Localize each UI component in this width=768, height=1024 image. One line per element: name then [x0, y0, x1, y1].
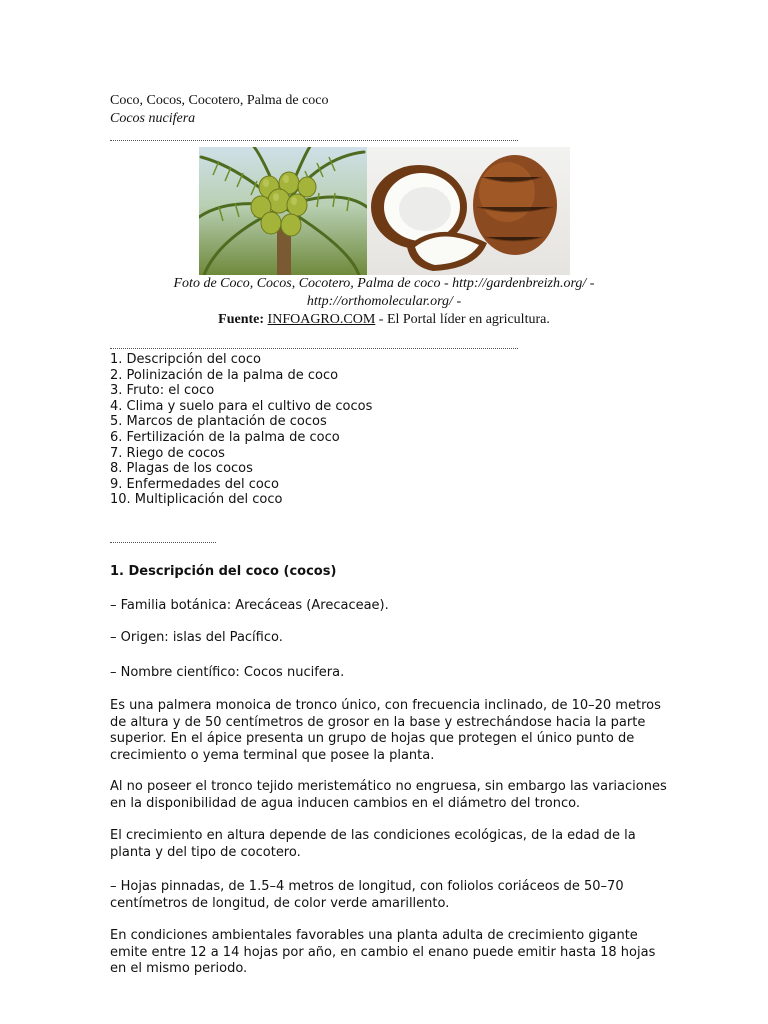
photo-caption: [110, 275, 658, 329]
toc-item[interactable]: 3. Fruto: el coco: [110, 383, 215, 399]
dotted-divider: [110, 542, 216, 544]
title-common-names: Coco, Cocos, Cocotero, Palma de coco: [110, 93, 329, 108]
title-scientific-name: Cocos nucifera: [110, 111, 196, 126]
toc-item[interactable]: 1. Descripción del coco: [110, 352, 261, 367]
toc-item[interactable]: 5. Marcos de plantación de cocos: [110, 414, 327, 430]
split-coconut-photo: [367, 147, 570, 275]
document-title: [110, 92, 329, 128]
caption-line-1: Foto de Coco, Cocos, Cocotero, Palma de coco - http://gardenbreizh.org/ -: [173, 276, 595, 291]
table-of-contents: [110, 352, 372, 508]
toc-item[interactable]: 4. Clima y suelo para el cultivo de cocos: [110, 398, 373, 414]
paragraph: Al no poseer el tronco tejido meristemático no engruesa, sin embargo las variaciones en la disponibilidad de agua inducen cambios en el diámetro del tronco.: [110, 779, 667, 811]
paragraph: – Nombre científico: Cocos nucifera.: [110, 665, 345, 680]
paragraph: – Familia botánica: Arecáceas (Arecaceae).: [110, 598, 389, 613]
source-link[interactable]: INFOAGRO.COM: [267, 312, 376, 327]
dotted-divider: [110, 140, 518, 142]
toc-item[interactable]: 10. Multiplicación del coco: [110, 492, 283, 508]
toc-item[interactable]: 6. Fertilización de la palma de coco: [110, 429, 340, 445]
dotted-divider: [110, 348, 518, 350]
source-label: Fuente:: [218, 312, 265, 327]
toc-item[interactable]: 7. Riego de cocos: [110, 445, 225, 461]
toc-item[interactable]: 2. Polinización de la palma de coco: [110, 367, 339, 383]
paragraph: – Hojas pinnadas, de 1.5–4 metros de longitud, con foliolos coriáceos de 50–70 centímetros de longitud, de color verde amarillento.: [110, 879, 624, 911]
paragraph: Es una palmera monoica de tronco único, con frecuencia inclinado, de 10–20 metros de altura y de 50 centímetros de grosor en la base y estrechándose hacia la parte superior. En el ápice presenta un grupo de hojas que protegen el único punto de crecimiento o yema terminal que posee la planta.: [110, 698, 661, 763]
section-heading: 1. Descripción del coco (cocos): [110, 564, 337, 579]
palm-photo: [199, 147, 367, 275]
caption-source: [110, 311, 658, 329]
paragraph: El crecimiento en altura depende de las condiciones ecológicas, de la edad de la planta y del tipo de cocotero.: [110, 828, 636, 860]
paragraph: En condiciones ambientales favorables una planta adulta de crecimiento gigante emite entre 12 a 14 hojas por año, en cambio el enano puede emitir hasta 18 hojas en el mismo periodo.: [110, 928, 656, 976]
toc-item[interactable]: 8. Plagas de los cocos: [110, 461, 253, 477]
caption-line-2: http://orthomolecular.org/ -: [306, 294, 462, 309]
paragraph: – Origen: islas del Pacífico.: [110, 630, 283, 645]
source-description: - El Portal líder en agricultura.: [375, 312, 550, 327]
toc-item[interactable]: 9. Enfermedades del coco: [110, 476, 279, 492]
coconut-photo: [199, 147, 570, 275]
